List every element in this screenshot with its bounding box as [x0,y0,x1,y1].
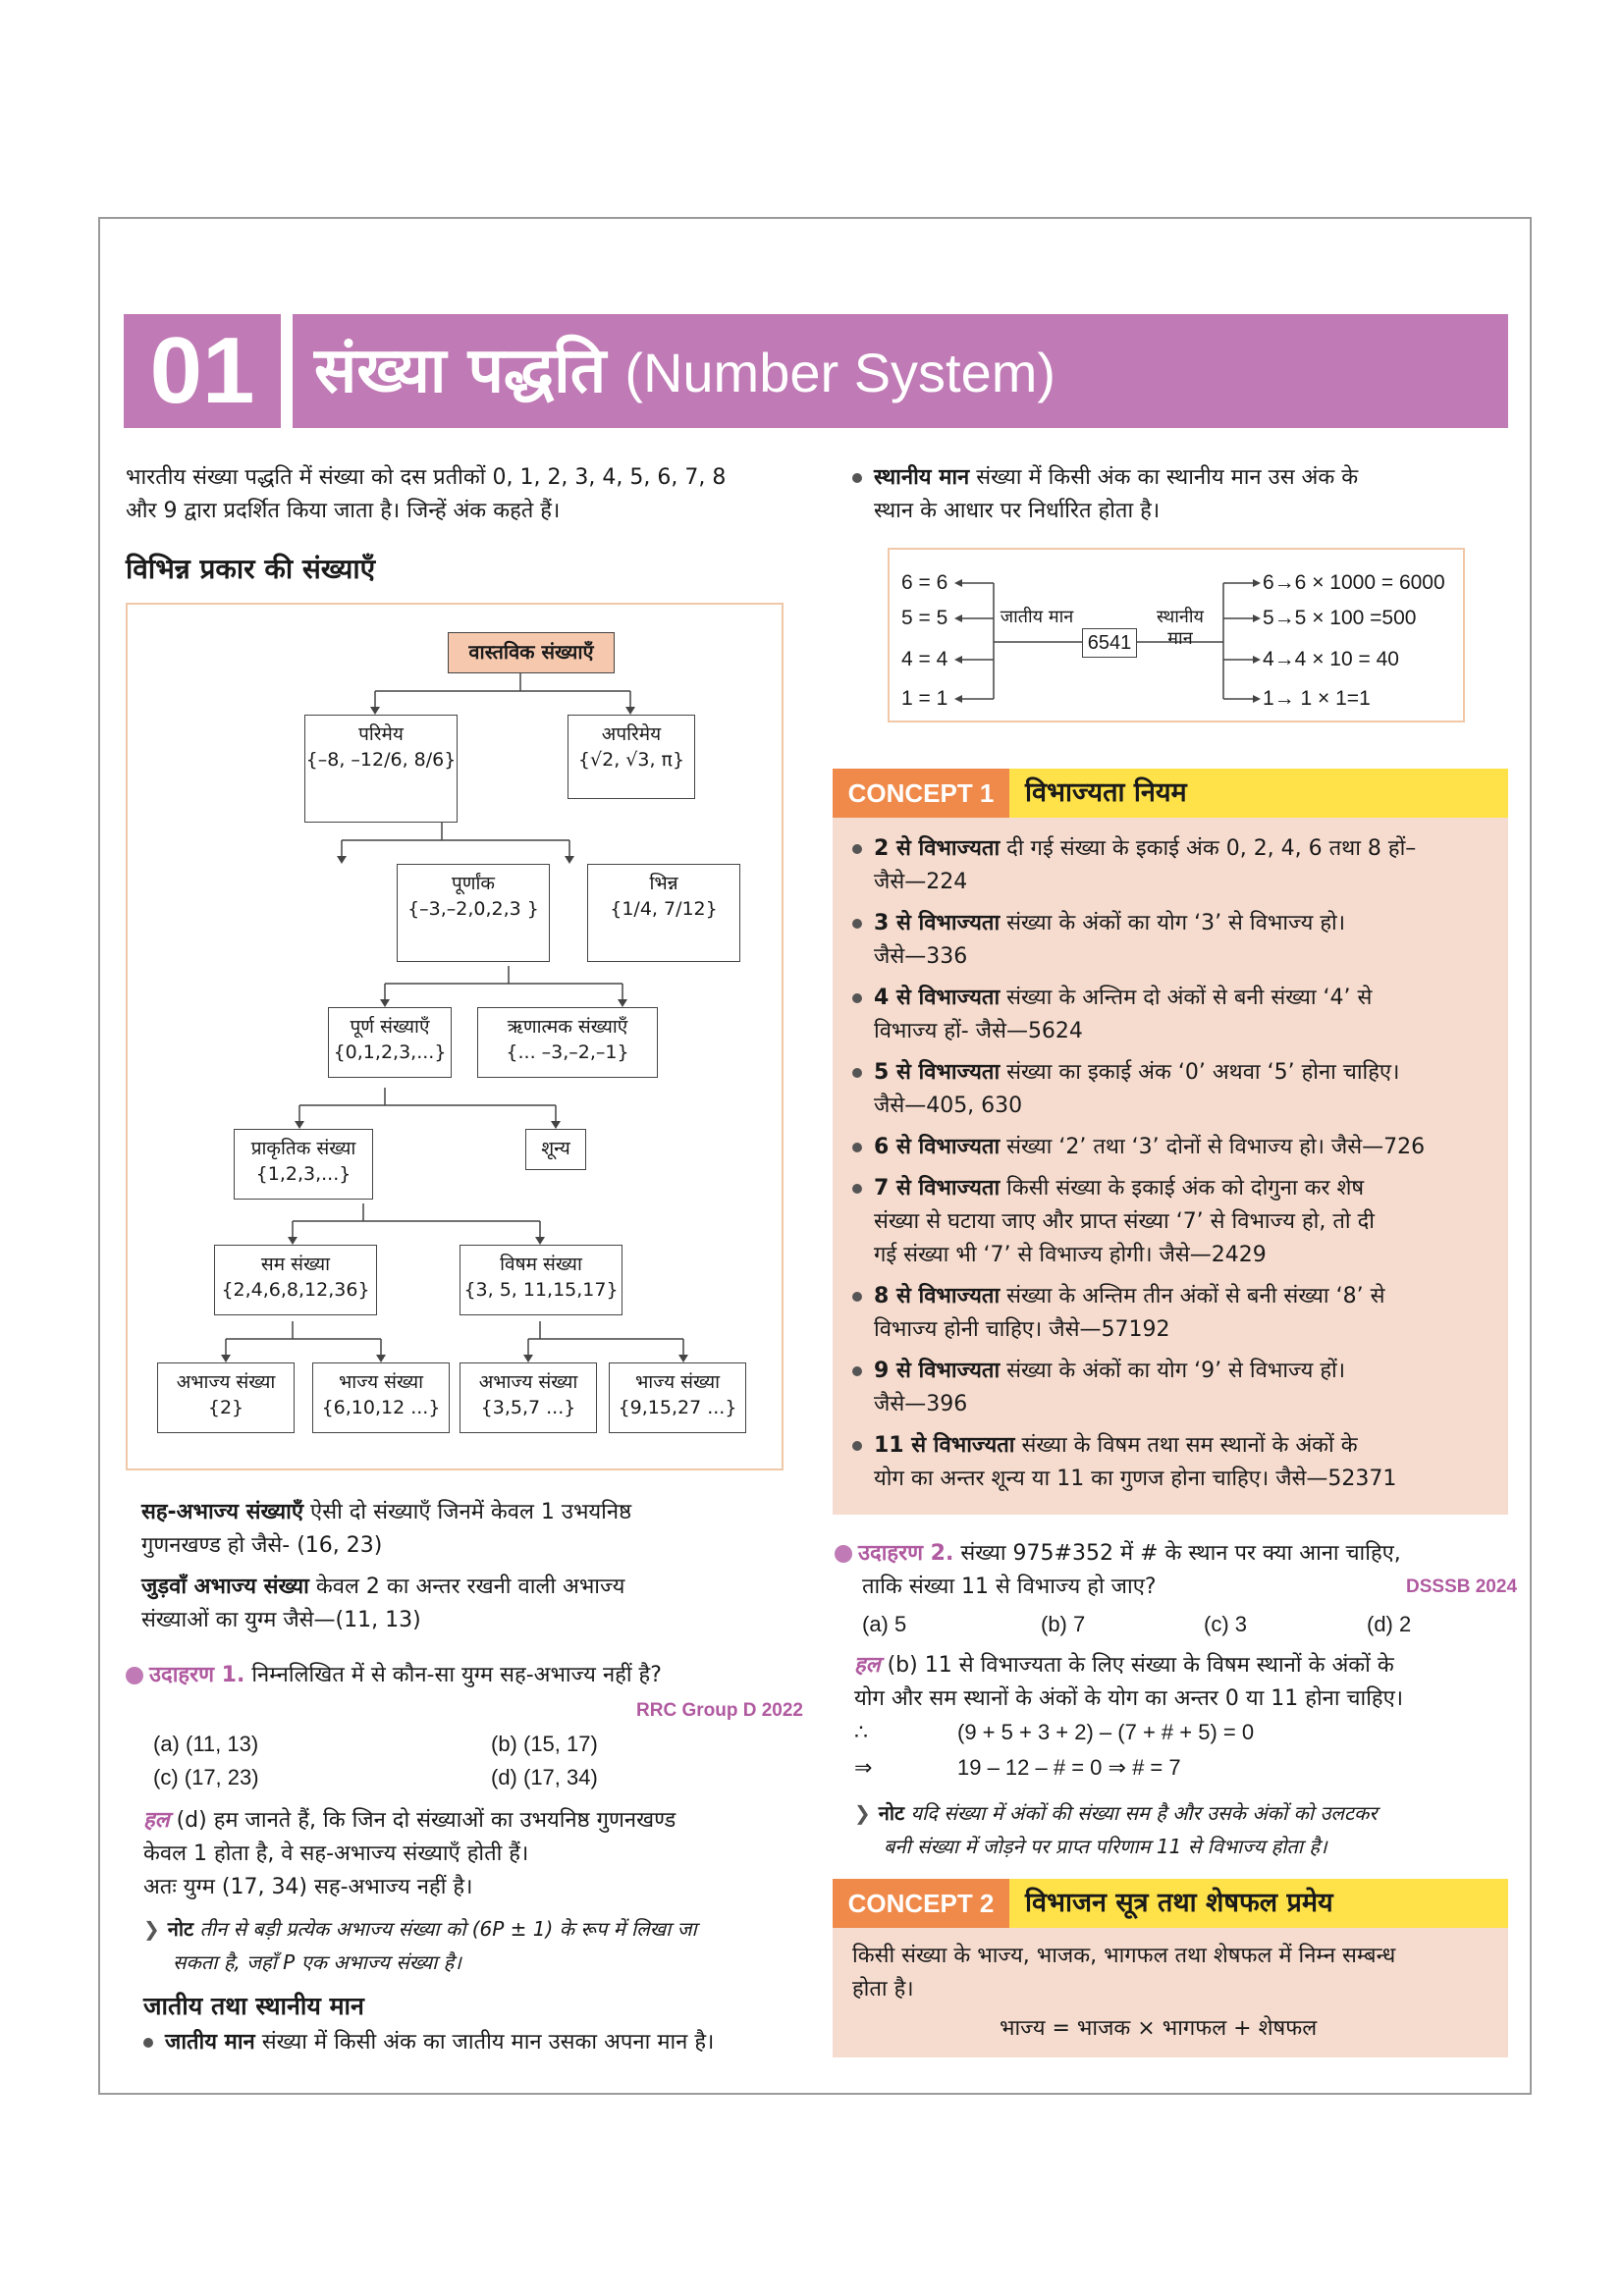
node-whole-title: पूर्ण संख्याएँ [350,1016,430,1038]
node-even [214,1245,377,1315]
example-icon [835,1545,852,1563]
example-1-solution [143,1804,791,1904]
intro-line-2: और 9 द्वारा प्रदर्शित किया जाता है। जिन्हें अंक कहते हैं। [126,499,561,523]
node-rational-set: {–8, –12/6, 8/6} [305,749,457,771]
intro-line-1: भारतीय संख्या पद्धति में संख्या को दस प्रतीकों 0, 1, 2, 3, 4, 5, 6, 7, 8 [126,465,727,490]
node-fraction-set: {1/4, 7/12} [610,898,718,920]
example-2-note-text-2: बनी संख्या में जोड़ने पर प्राप्त परिणाम 11 से विभाज्य होता है। [884,1835,1327,1858]
node-negative [477,1007,658,1078]
pv-place-label: स्थानीय मान [1157,607,1204,649]
example-2-option-a: (a) 5 [862,1612,907,1636]
rule-3-text-2: जैसे—336 [874,944,968,969]
bullet-icon [852,993,862,1003]
node-whole [328,1007,452,1078]
concept-1-header [833,769,1508,818]
example-2-question [835,1537,1502,1604]
bullet-icon [852,1292,862,1302]
rule-8-text-1: संख्या के अन्तिम तीन अंकों से बनी संख्या ‘8’ से [1000,1284,1385,1308]
node-natural-set: {1,2,3,...} [255,1163,352,1185]
example-1-solution-text-3: अतः युग्म (17, 34) सह-अभाज्य नहीं है। [143,1875,473,1899]
therefore-symbol: ∴ [854,1720,868,1744]
example-2-note-text-1: यदि संख्या में अंकों की संख्या सम है और उसके अंकों को उलटकर [904,1801,1378,1825]
chapter-banner [124,314,1508,428]
twin-prime-line-1 [141,1571,789,1604]
twin-prime-definition [141,1571,789,1637]
node-composite-even-set: {6,10,12 ...} [321,1397,441,1418]
pv-right-3: 4→4 × 10 = 40 [1263,648,1399,670]
example-1-solution-text-2: केवल 1 होता है, वे सह-अभाज्य संख्याएँ होती हैं। [143,1842,529,1866]
coprime-line-1 [141,1496,789,1529]
node-negative-title: ऋणात्मक संख्याएँ [507,1016,628,1038]
face-value-text: संख्या में किसी अंक का जातीय मान उसका अपना मान है। [254,2030,715,2055]
example-2-equation-2: 19 – 12 – # = 0 ⇒ # = 7 [957,1755,1181,1780]
example-2-question-line-1 [835,1537,1502,1571]
node-composite-odd-set: {9,15,27 ...} [618,1397,737,1418]
coprime-definition [141,1496,789,1563]
node-integer-set: {–3,–2,0,2,3 } [407,898,539,920]
node-rational-title: परिमेय [358,723,404,745]
rule-8-text-2: विभाज्य होनी चाहिए। जैसे—57192 [874,1317,1170,1342]
example-2-option-d: (d) 2 [1367,1612,1412,1636]
rule-9-text-2: जैसे—396 [874,1392,968,1416]
place-value-term: स्थानीय मान [874,465,970,490]
example-1-note-text-1: तीन से बड़ी प्रत्येक अभाज्य संख्या को (6P ± 1) के रूप में लिखा जा [193,1917,697,1941]
example-2-note-line-1 [854,1796,1502,1830]
example-icon [126,1667,143,1684]
concept-2-text-2: होता है। [852,1977,914,2002]
twin-prime-text-2: संख्याओं का युग्म जैसे—(11, 13) [141,1608,421,1632]
bullet-icon [852,1068,862,1078]
twin-prime-term: जुड़वाँ अभाज्य संख्या [141,1575,309,1599]
rule-4-text-1: संख्या के अन्तिम दो अंकों से बनी संख्या ‘4’ से [1000,986,1373,1010]
rule-2-text-1: दी गई संख्या के इकाई अंक 0, 2, 4, 6 तथा 8 हों– [1000,836,1417,861]
example-2-solution-line-1 [854,1649,1502,1682]
node-negative-set: {... –3,–2,–1} [506,1041,629,1063]
rule-9-text-1: संख्या के अंकों का योग ‘9’ से विभाज्य हों। [1000,1359,1346,1383]
concept-2-text [852,1940,1500,2006]
chapter-number: 01 [124,314,281,428]
bullet-icon [852,919,862,929]
rule-2 [852,832,1500,899]
rule-8-term: 8 से विभाज्यता [874,1284,1001,1308]
division-formula: भाज्य = भाजक × भागफल + शेषफल [1000,2016,1318,2041]
node-composite-even-title: भाज्य संख्या [338,1371,424,1393]
pv-right-4: 1→ 1 × 1=1 [1263,687,1371,710]
rule-2-line-1 [852,832,1500,866]
example-1-option-d: (d) (17, 34) [491,1765,598,1789]
rule-8 [852,1280,1500,1347]
rule-11-line-1 [852,1429,1500,1463]
example-1-note-text-2: सकता है, जहाँ P एक अभाज्य संख्या है। [173,1950,461,1974]
node-natural-title: प्राकृतिक संख्या [250,1138,356,1159]
divisibility-rules-list [852,832,1500,1496]
rule-2-text-2: जैसे—224 [874,870,968,894]
pv-left-1: 6 = 6 [901,571,948,594]
rule-3-term: 3 से विभाज्यता [874,911,1001,935]
rule-7-term: 7 से विभाज्यता [874,1176,1001,1201]
example-2-solution-text-1: (b) 11 से विभाज्यता के लिए संख्या के विषम स्थानों के अंकों के [880,1653,1394,1678]
rule-4-line-1 [852,982,1500,1015]
rule-7-text-1: किसी संख्या के इकाई अंक को दोगुना कर शेष [1000,1176,1365,1201]
rule-6-text-1: संख्या ‘2’ तथा ‘3’ दोनों से विभाज्य हो। जैसे—726 [1000,1135,1426,1159]
rule-3-text-1: संख्या के अंकों का योग ‘3’ से विभाज्य हो। [1000,911,1346,935]
twin-prime-text-1: केवल 2 का अन्तर रखनी वाली अभाज्य [308,1575,625,1599]
node-odd-set: {3, 5, 11,15,17} [463,1279,619,1301]
rule-6-line-1 [852,1131,1500,1164]
example-1-note [143,1912,791,1979]
bullet-icon [852,1441,862,1451]
node-prime-even-title: अभाज्य संख्या [176,1371,276,1393]
example-2-equation-1: (9 + 5 + 3 + 2) – (7 + # + 5) = 0 [957,1720,1255,1744]
rule-5-term: 5 से विभाज्यता [874,1060,1001,1085]
bullet-icon [852,1143,862,1152]
number-types-flowchart [126,603,784,1470]
example-2-question-text-1: संख्या 975#352 में # के स्थान पर क्या आना चाहिए, [953,1541,1401,1566]
node-whole-set: {0,1,2,3,...} [333,1041,447,1063]
example-1-solution-text-1: (d) हम जानते हैं, कि जिन दो संख्याओं का उभयनिष्ठ गुणनखण्ड [169,1808,676,1833]
face-value-bullet [143,2026,791,2059]
node-even-title: सम संख्या [260,1254,331,1275]
example-2-exam-tag: DSSSB 2024 [1406,1576,1518,1597]
example-2-solution [854,1649,1502,1716]
concept-2-text-1: किसी संख्या के भाज्य, भाजक, भागफल तथा शेषफल में निम्न सम्बन्ध [852,1944,1396,1968]
chapter-title-hindi: संख्या पद्धति [314,335,607,407]
rule-7-text-2: संख्या से घटाया जाए और प्राप्त संख्या ‘7’ से विभाज्य हो, तो दी [874,1209,1375,1234]
node-even-set: {2,4,6,8,12,36} [221,1279,370,1301]
concept-2-header [833,1879,1508,1928]
example-1-hal-label: हल [143,1808,170,1833]
face-value-term: जातीय मान [165,2030,255,2055]
example-2-note-label: नोट [878,1801,905,1825]
node-odd-title: विषम संख्या [500,1254,582,1275]
concept-2-title: विभाजन सूत्र तथा शेषफल प्रमेय [1009,1879,1508,1928]
pv-left-2: 5 = 5 [901,607,948,629]
node-fraction-title: भिन्न [649,873,678,894]
note-arrow-icon: ❯ [854,1801,871,1825]
rule-3-line-1 [852,907,1500,940]
node-prime-odd-set: {3,5,7 ...} [480,1397,576,1418]
chapter-title [293,314,1508,428]
coprime-text-1: ऐसी दो संख्याएँ जिनमें केवल 1 उभयनिष्ठ [303,1500,632,1524]
pv-right-1: 6→6 × 1000 = 6000 [1263,571,1445,594]
rule-4-text-2: विभाज्य हों- जैसे—5624 [874,1019,1083,1043]
node-real-numbers: वास्तविक संख्याएँ [448,632,615,673]
node-fraction [587,864,740,962]
bullet-icon [143,2038,153,2048]
rule-11 [852,1429,1500,1496]
place-value-line-1 [852,461,1500,495]
node-composite-odd [609,1362,746,1433]
concept-1-title: विभाज्यता नियम [1009,769,1508,818]
node-integer-title: पूर्णांक [451,873,496,894]
place-value-bullet [852,461,1500,528]
rule-4 [852,982,1500,1048]
coprime-text-2: गुणनखण्ड हो जैसे- (16, 23) [141,1533,383,1558]
example-1-solution-line-1 [143,1804,791,1838]
note-arrow-icon: ❯ [143,1917,160,1941]
example-2-label: उदाहरण 2. [858,1541,954,1566]
concept-2-tag: CONCEPT 2 [833,1879,1009,1928]
implies-symbol: ⇒ [854,1755,873,1780]
example-1-note-line-1 [143,1912,791,1946]
example-2-note [854,1796,1502,1863]
node-prime-odd-title: अभाज्य संख्या [478,1371,578,1393]
example-2-option-c: (c) 3 [1204,1612,1247,1636]
rule-7 [852,1172,1500,1272]
rule-9-term: 9 से विभाज्यता [874,1359,1001,1383]
example-1-question-text: निम्नलिखित में से कौन-सा युग्म सह-अभाज्य नहीं है? [244,1663,662,1687]
rule-8-line-1 [852,1280,1500,1313]
example-1-option-a: (a) (11, 13) [153,1732,259,1756]
node-zero: शून्य [525,1129,586,1170]
node-composite-even [312,1362,450,1433]
rule-5 [852,1056,1500,1123]
rule-7-line-1 [852,1172,1500,1205]
rule-9 [852,1355,1500,1421]
bullet-icon [852,1184,862,1194]
rule-6 [852,1131,1500,1164]
example-1-option-b: (b) (15, 17) [491,1732,598,1756]
node-prime-even [157,1362,295,1433]
node-prime-even-set: {2} [207,1397,244,1418]
example-1-question [126,1659,793,1692]
example-1-exam-tag: RRC Group D 2022 [636,1700,803,1721]
pv-right-2: 5→5 × 100 =500 [1263,607,1417,629]
node-prime-odd [460,1362,597,1433]
pv-left-3: 4 = 4 [901,648,948,670]
rule-4-term: 4 से विभाज्यता [874,986,1001,1010]
rule-6-term: 6 से विभाज्यता [874,1135,1001,1159]
rule-11-text-2: योग का अन्तर शून्य या 11 का गुणज होना चाहिए। जैसे—52371 [874,1467,1397,1491]
rule-5-text-1: संख्या का इकाई अंक ‘0’ अथवा ‘5’ होना चाहिए। [1000,1060,1400,1085]
rule-9-line-1 [852,1355,1500,1388]
place-value-text-1: संख्या में किसी अंक का स्थानीय मान उस अंक के [969,465,1359,490]
example-2-solution-text-2: योग और सम स्थानों के अंकों के योग का अन्तर 0 या 11 होना चाहिए। [854,1686,1404,1711]
example-2-hal-label: हल [854,1653,881,1678]
node-rational [304,715,458,823]
types-heading: विभिन्न प्रकार की संख्याएँ [126,553,376,585]
bullet-icon [852,473,862,483]
node-composite-odd-title: भाज्य संख्या [634,1371,721,1393]
node-irrational-set: {√2, √3, π} [577,749,685,771]
bullet-icon [852,844,862,854]
rule-7-text-3: गई संख्या भी ‘7’ से विभाज्य होगी। जैसे—2429 [874,1243,1267,1267]
node-integer [397,864,550,962]
pv-number: 6541 [1082,628,1137,658]
coprime-term: सह-अभाज्य संख्याएँ [141,1500,304,1524]
node-irrational-title: अपरिमेय [601,723,662,745]
node-odd [460,1245,622,1315]
face-place-heading: जातीय तथा स्थानीय मान [143,1992,364,2020]
rule-11-term: 11 से विभाज्यता [874,1433,1015,1458]
rule-2-term: 2 से विभाज्यता [874,836,1001,861]
concept-1-tag: CONCEPT 1 [833,769,1009,818]
rule-3 [852,907,1500,974]
place-value-diagram [888,548,1465,722]
place-value-text-2: स्थान के आधार पर निर्धारित होता है। [874,499,1161,523]
pv-left-4: 1 = 1 [901,687,948,710]
rule-5-text-2: जैसे—405, 630 [874,1094,1023,1118]
rule-5-line-1 [852,1056,1500,1090]
example-1-note-label: नोट [167,1917,194,1941]
pv-face-label: जातीय मान [1000,607,1074,627]
node-natural [234,1129,373,1200]
example-1-label: उदाहरण 1. [149,1663,245,1687]
rule-11-text-1: संख्या के विषम तथा सम स्थानों के अंकों के [1014,1433,1358,1458]
chapter-title-english: (Number System) [624,342,1056,403]
example-2-question-text-2: ताकि संख्या 11 से विभाज्य हो जाए? [862,1575,1157,1599]
intro-paragraph [126,461,793,528]
example-2-option-b: (b) 7 [1041,1612,1086,1636]
node-irrational [568,715,695,799]
example-1-option-c: (c) (17, 23) [153,1765,259,1789]
bullet-icon [852,1366,862,1376]
